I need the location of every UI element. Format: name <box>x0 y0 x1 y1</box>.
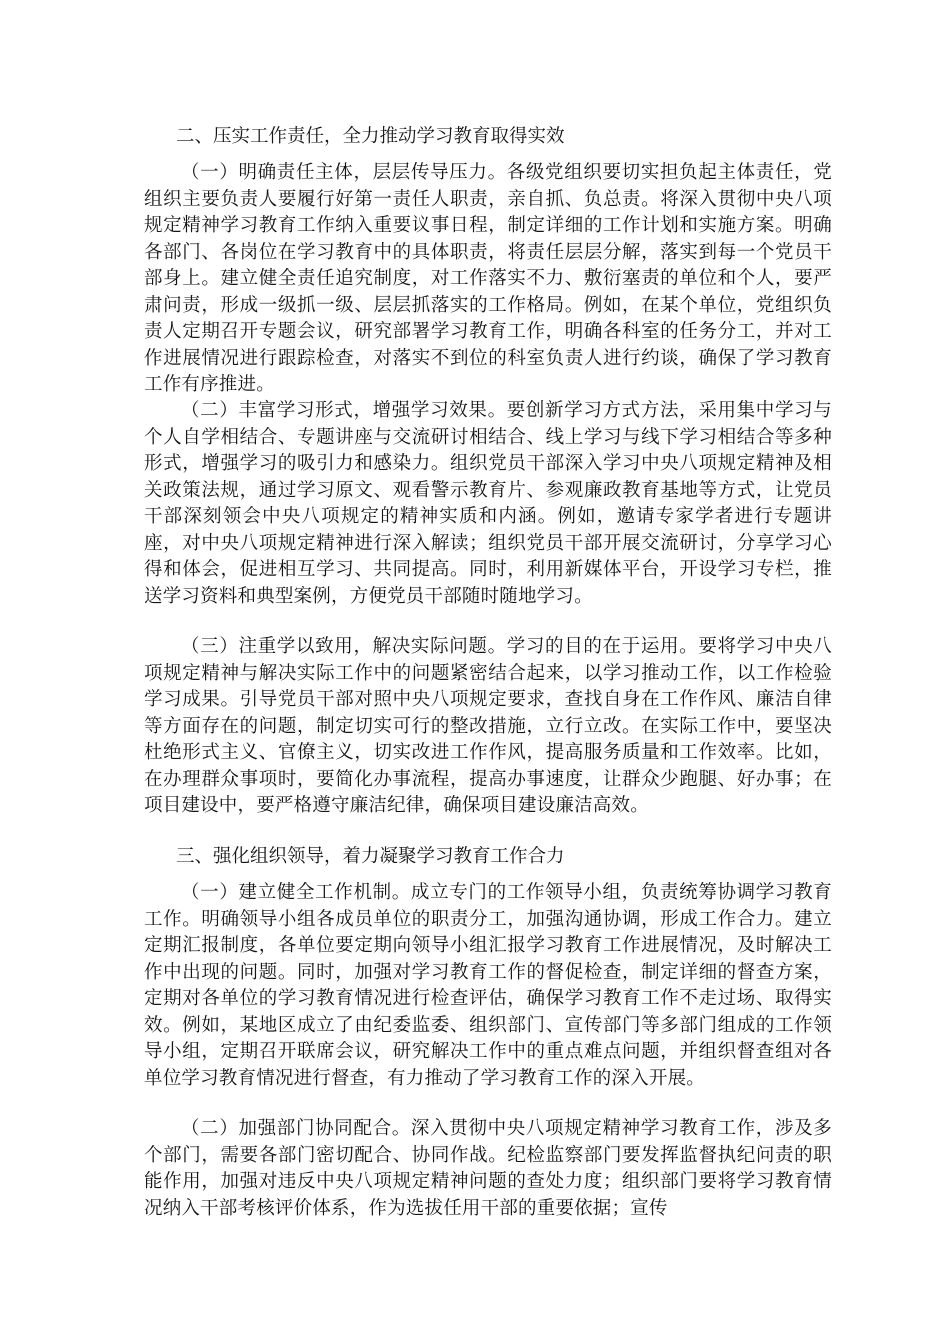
section-two-paragraph-3: （三）注重学以致用，解决实际问题。学习的目的在于运用。要将学习中央八项规定精神与解决实际工作中的问题紧密结合起来，以学习推动工作，以工作检验学习成果。引导党员干部对照中央八项规定要求，查找自身在工作作风、廉洁自律等方面存在的问题，制定切实可行的整改措施，立行立改。在实际工作中，要坚决杜绝形式主义、官僚主义，切实改进工作作风，提高服务质量和工作效率。比如，在办理群众事项时，要简化办事流程，提高办事速度，让群众少跑腿、好办事；在项目建设中，要严格遵守廉洁纪律，确保项目建设廉洁高效。 <box>144 636 832 816</box>
section-two-heading: 二、压实工作责任，全力推动学习教育取得实效 <box>176 126 565 147</box>
section-two-paragraph-2: （二）丰富学习形式，增强学习效果。要创新学习方式方法，采用集中学习与个人自学相结合、专题讲座与交流研讨相结合、线上学习与线下学习相结合等多种形式，增强学习的吸引力和感染力。组织党员干部深入学习中央八项规定精神及相关政策法规，通过学习原文、观看警示教育片、参观廉政教育基地等方式，让党员干部深刻领会中央八项规定的精神实质和内涵。例如，邀请专家学者进行专题讲座，对中央八项规定精神进行深入解读；组织党员干部开展交流研讨，分享学习心得和体会，促进相互学习、共同提高。同时，利用新媒体平台，开设学习专栏，推送学习资料和典型案例，方便党员干部随时随地学习。 <box>144 400 832 607</box>
section-three-paragraph-1: （一）建立健全工作机制。成立专门的工作领导小组，负责统筹协调学习教育工作。明确领导小组各成员单位的职责分工，加强沟通协调，形成工作合力。建立定期汇报制度，各单位要定期向领导小组汇报学习教育工作进展情况，及时解决工作中出现的问题。同时，加强对学习教育工作的督促检查，制定详细的督查方案，定期对各单位的学习教育情况进行检查评估，确保学习教育工作不走过场、取得实效。例如，某地区成立了由纪委监委、组织部门、宣传部门等多部门组成的工作领导小组，定期召开联席会议，研究解决工作中的重点难点问题，并组织督查组对各单位学习教育情况进行督查，有力推动了学习教育工作的深入开展。 <box>144 882 832 1089</box>
section-two-paragraph-1: （一）明确责任主体，层层传导压力。各级党组织要切实担负起主体责任，党组织主要负责人要履行好第一责任人职责，亲自抓、负总责。将深入贯彻中央八项规定精神学习教育工作纳入重要议事日程，制定详细的工作计划和实施方案。明确各部门、各岗位在学习教育中的具体职责，将责任层层分解，落实到每一个党员干部身上。建立健全责任追究制度，对工作落实不力、敷衍塞责的单位和个人，要严肃问责，形成一级抓一级、层层抓落实的工作格局。例如，在某个单位，党组织负责人定期召开专题会议，研究部署学习教育工作，明确各科室的任务分工，并对工作进展情况进行跟踪检查，对落实不到位的科室负责人进行约谈，确保了学习教育工作有序推进。 <box>144 162 832 395</box>
section-three-heading: 三、强化组织领导，着力凝聚学习教育工作合力 <box>176 846 565 867</box>
section-three-paragraph-2: （二）加强部门协同配合。深入贯彻中央八项规定精神学习教育工作，涉及多个部门，需要各部门密切配合、协同作战。纪检监察部门要发挥监督执纪问责的职能作用，加强对违反中央八项规定精神问题的查处力度；组织部门要将学习教育情况纳入干部考核评价体系，作为选拔任用干部的重要依据；宣传 <box>144 1118 832 1219</box>
